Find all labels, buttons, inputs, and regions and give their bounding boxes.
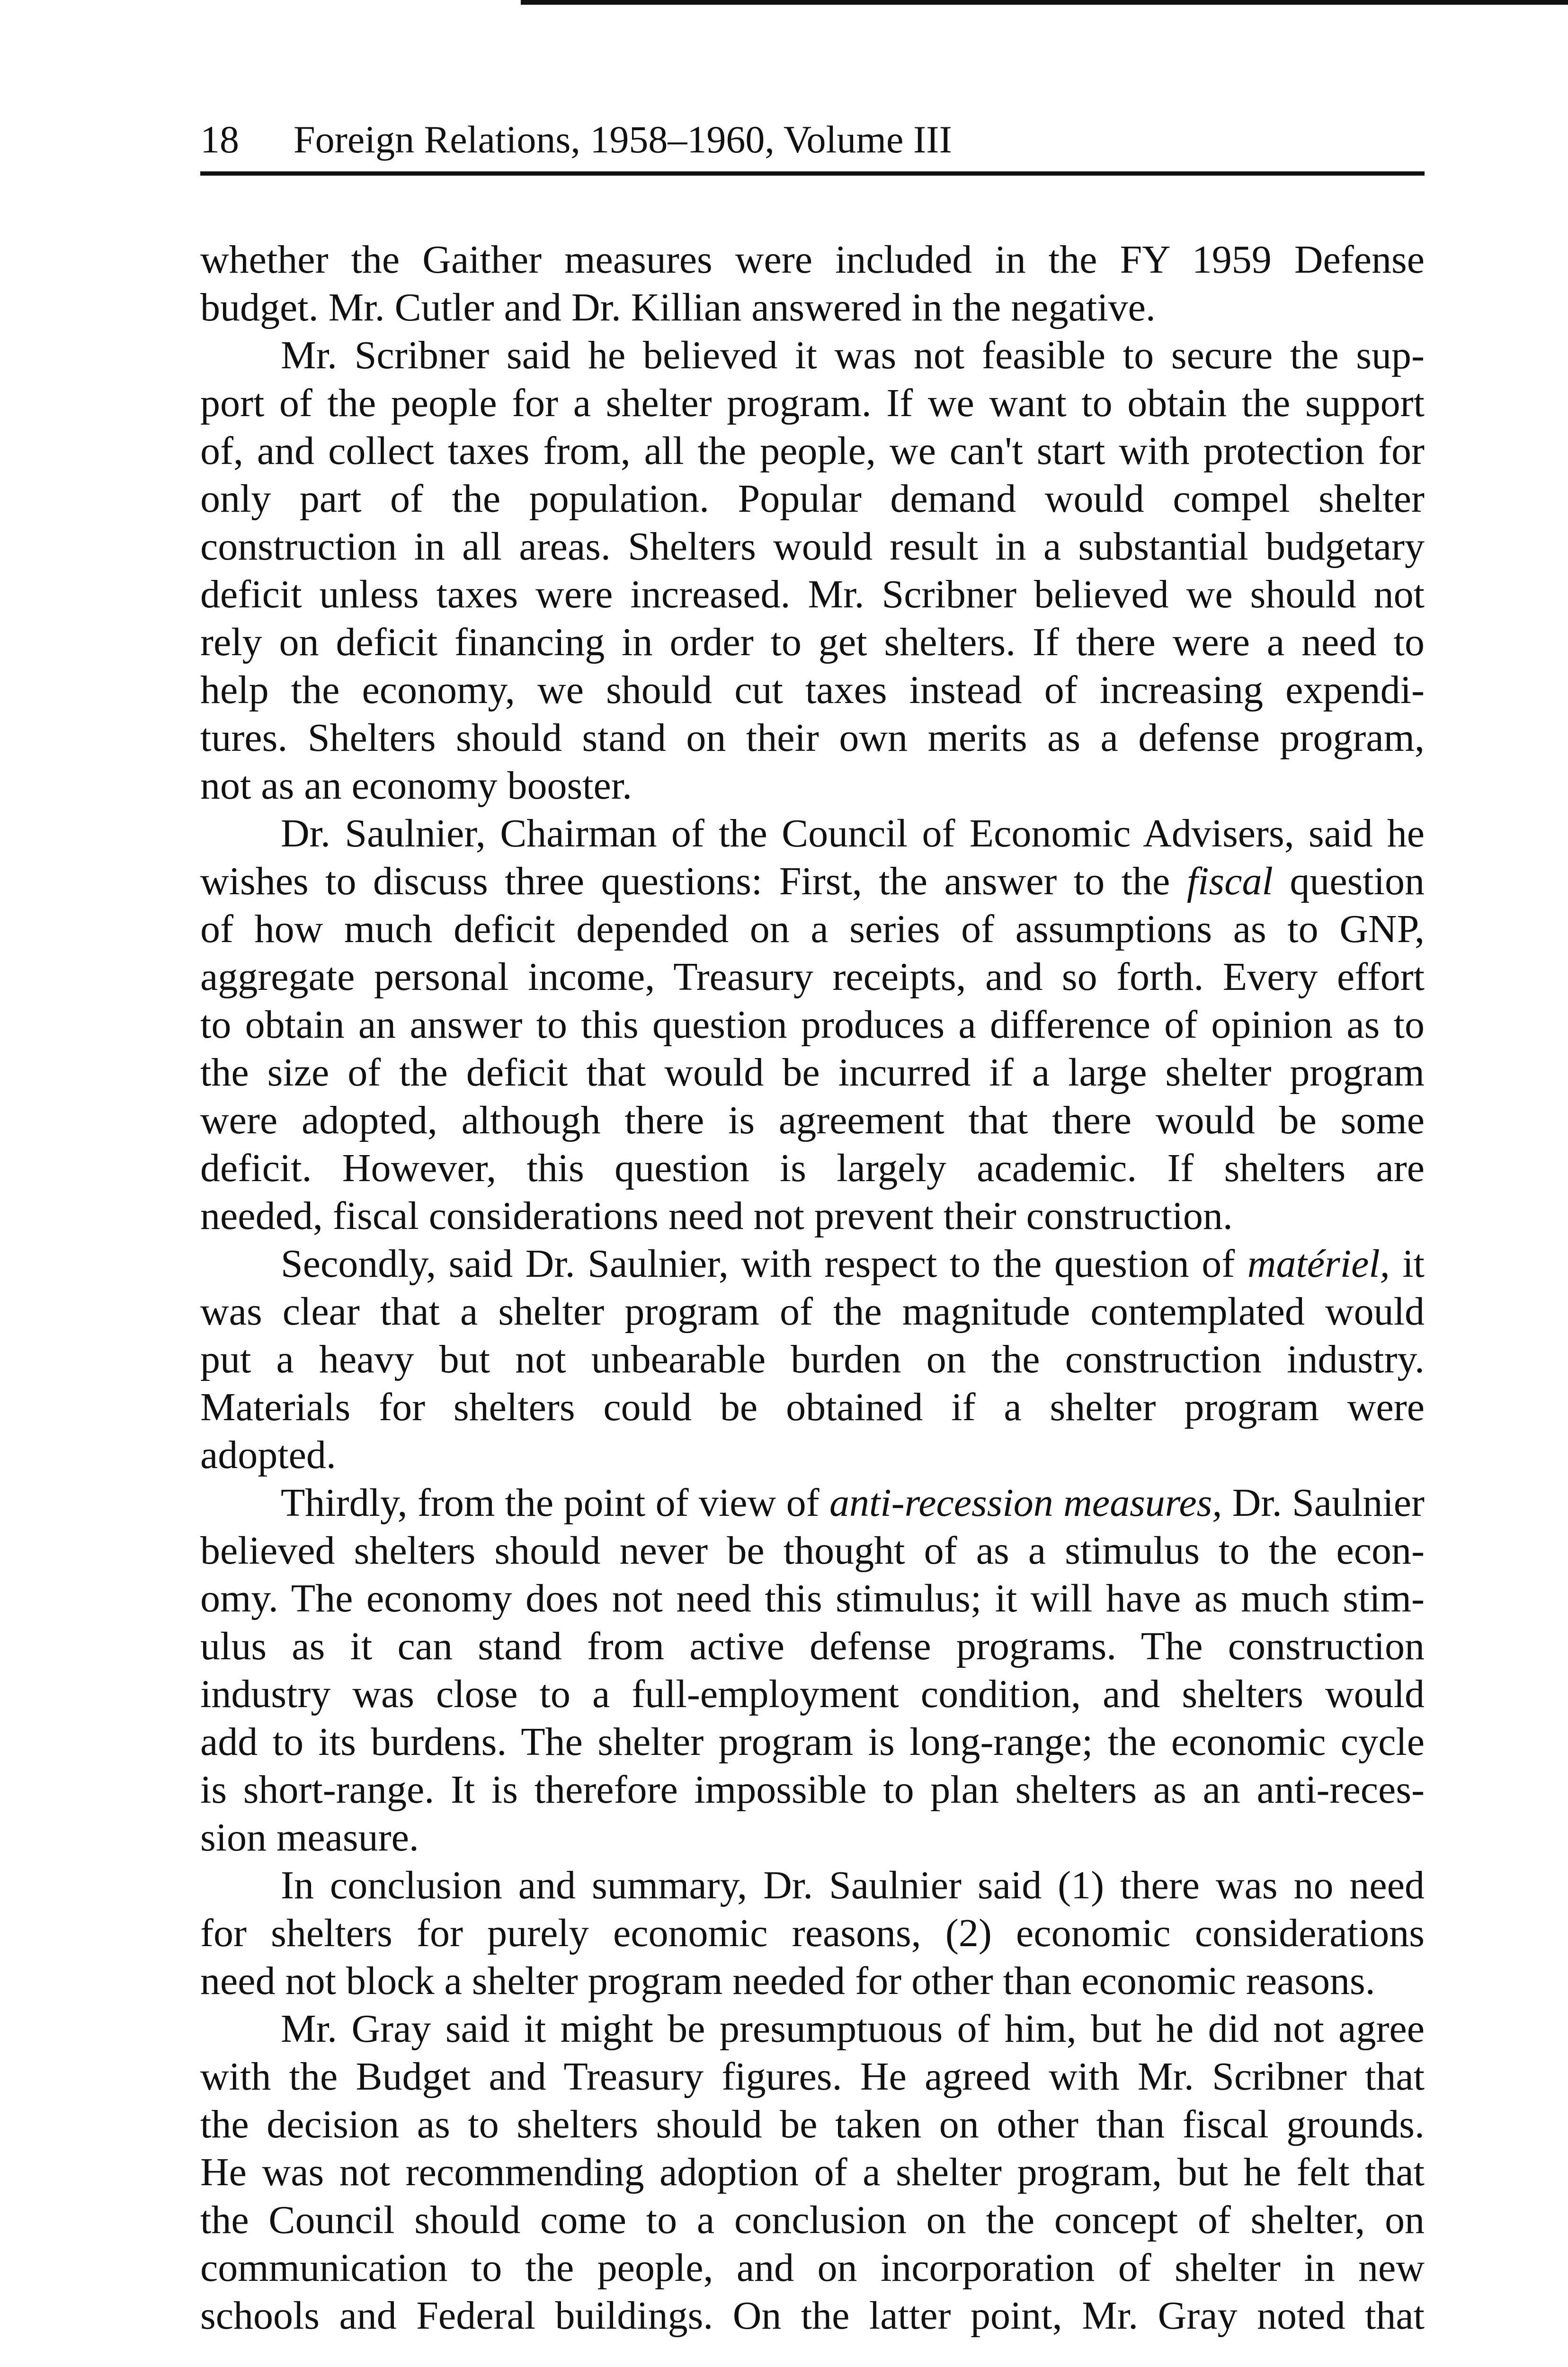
text-segment: Dr. Saulnier xyxy=(1222,1481,1425,1525)
text-line xyxy=(200,570,1425,618)
text-segment: He was not recommending adoption of a shelter program, but he felt that xyxy=(200,2150,1425,2194)
text-line xyxy=(200,284,1425,331)
text-segment: In conclusion and summary, Dr. Saulnier said (1) there was no need xyxy=(281,1863,1425,1907)
text-segment: add to its burdens. The shelter program is long-range; the economic cycle xyxy=(200,1720,1425,1764)
text-segment: port of the people for a shelter program. If we want to obtain the support xyxy=(200,381,1425,425)
text-segment: not as an economy booster. xyxy=(200,764,633,808)
italic-text: matériel, xyxy=(1247,1242,1390,1286)
text-line xyxy=(200,1575,1425,1622)
text-line xyxy=(200,666,1425,714)
text-segment: the size of the deficit that would be incurred if a large shelter program xyxy=(200,1050,1425,1095)
text-segment: wishes to discuss three questions: First, the answer to the xyxy=(200,859,1187,903)
text-line xyxy=(200,1622,1425,1670)
text-line xyxy=(200,475,1425,523)
text-segment: put a heavy but not unbearable burden on the construction industry. xyxy=(200,1337,1425,1381)
text-segment: schools and Federal buildings. On the latter point, Mr. Gray noted that xyxy=(200,2294,1425,2338)
text-segment: were adopted, although there is agreement that there would be some xyxy=(200,1098,1425,1142)
text-segment: industry was close to a full-employment condition, and shelters would xyxy=(200,1672,1425,1716)
text-line xyxy=(200,1049,1425,1096)
text-segment: Materials for shelters could be obtained if a shelter program were xyxy=(200,1385,1425,1429)
text-segment: help the economy, we should cut taxes instead of increasing expendi- xyxy=(200,668,1425,712)
text-line xyxy=(200,1192,1425,1240)
running-header xyxy=(200,116,952,163)
text-line xyxy=(200,857,1425,905)
text-segment: rely on deficit financing in order to get shelters. If there were a need to xyxy=(200,620,1425,664)
text-line xyxy=(200,1288,1425,1335)
page-top-rule xyxy=(521,0,1568,5)
paragraph xyxy=(200,331,1425,810)
paragraph xyxy=(200,1240,1425,1479)
text-line xyxy=(200,2005,1425,2053)
text-line xyxy=(200,1431,1425,1479)
text-line xyxy=(200,1383,1425,1431)
text-segment: Secondly, said Dr. Saulnier, with respect to the question of xyxy=(281,1242,1247,1286)
text-line xyxy=(200,2196,1425,2244)
text-segment: only part of the population. Popular demand would compel shelter xyxy=(200,477,1425,521)
text-segment: communication to the people, and on incorporation of shelter in new xyxy=(200,2246,1425,2290)
paragraph xyxy=(200,810,1425,1240)
text-segment: construction in all areas. Shelters would result in a substantial budgetary xyxy=(200,525,1425,569)
text-line xyxy=(200,2053,1425,2100)
text-line xyxy=(200,1670,1425,1718)
text-line xyxy=(200,2244,1425,2292)
text-line xyxy=(200,1718,1425,1766)
text-segment: tures. Shelters should stand on their own merits as a defense program, xyxy=(200,716,1425,760)
text-line xyxy=(200,905,1425,953)
text-segment: the Council should come to a conclusion on the concept of shelter, on xyxy=(200,2198,1425,2242)
text-line xyxy=(200,427,1425,475)
text-segment: was clear that a shelter program of the magnitude contemplated would xyxy=(200,1290,1425,1334)
text-segment: Mr. Scribner said he believed it was not feasible to secure the sup- xyxy=(281,333,1425,377)
text-line xyxy=(200,1814,1425,1861)
text-segment: believed shelters should never be thought of as a stimulus to the econ- xyxy=(200,1529,1425,1573)
text-segment: question xyxy=(1273,859,1425,903)
running-title: Foreign Relations, 1958–1960, Volume III xyxy=(294,118,952,161)
text-line xyxy=(200,331,1425,379)
text-segment: Dr. Saulnier, Chairman of the Council of Economic Advisers, said he xyxy=(281,811,1425,855)
paragraph xyxy=(200,1479,1425,1861)
text-line xyxy=(200,1144,1425,1192)
text-segment: adopted. xyxy=(200,1433,336,1477)
text-line xyxy=(200,1957,1425,2005)
text-line xyxy=(200,1335,1425,1383)
text-segment: whether the Gaither measures were included in the FY 1959 Defense xyxy=(200,238,1425,282)
header-rule xyxy=(200,171,1425,176)
text-line xyxy=(200,1096,1425,1144)
text-segment: budget. Mr. Cutler and Dr. Killian answered in the negative. xyxy=(200,285,1156,329)
text-segment: ulus as it can stand from active defense programs. The construction xyxy=(200,1624,1425,1668)
text-segment: of how much deficit depended on a series of assumptions as to GNP, xyxy=(200,907,1425,951)
text-line xyxy=(200,618,1425,666)
text-line xyxy=(200,2292,1425,2340)
text-line xyxy=(200,714,1425,762)
page-number: 18 xyxy=(200,118,239,161)
text-line xyxy=(200,523,1425,570)
text-segment: the decision as to shelters should be taken on other than fiscal grounds. xyxy=(200,2102,1425,2146)
text-line xyxy=(200,1766,1425,1814)
text-segment: with the Budget and Treasury figures. He agreed with Mr. Scribner that xyxy=(200,2055,1425,2099)
text-segment: it xyxy=(1390,1242,1425,1286)
text-segment: Mr. Gray said it might be presumptuous of him, but he did not agree xyxy=(281,2007,1425,2051)
text-line xyxy=(200,2148,1425,2196)
text-segment: sion measure. xyxy=(200,1815,419,1860)
text-line xyxy=(200,1479,1425,1527)
text-line xyxy=(200,2100,1425,2148)
text-line xyxy=(200,379,1425,427)
italic-text: anti-recession measures, xyxy=(829,1481,1222,1525)
text-line xyxy=(200,1240,1425,1288)
text-line xyxy=(200,1861,1425,1909)
paragraph xyxy=(200,236,1425,331)
text-segment: is short-range. It is therefore impossible to plan shelters as an anti-reces- xyxy=(200,1768,1425,1812)
text-segment: Thirdly, from the point of view of xyxy=(281,1481,829,1525)
text-line xyxy=(200,762,1425,810)
text-segment: deficit unless taxes were increased. Mr. Scribner believed we should not xyxy=(200,572,1425,616)
paragraph xyxy=(200,2005,1425,2340)
text-line xyxy=(200,1909,1425,1957)
text-line xyxy=(200,953,1425,1001)
text-segment: for shelters for purely economic reasons, (2) economic considerations xyxy=(200,1911,1425,1955)
text-line xyxy=(200,1001,1425,1049)
text-segment: omy. The economy does not need this stimulus; it will have as much stim- xyxy=(200,1576,1425,1620)
paragraph xyxy=(200,1861,1425,2005)
body-text xyxy=(200,0,1425,2340)
text-segment: deficit. However, this question is largely academic. If shelters are xyxy=(200,1146,1425,1190)
text-line xyxy=(200,1527,1425,1575)
text-segment: of, and collect taxes from, all the people, we can't start with protection for xyxy=(200,429,1425,473)
text-segment: aggregate personal income, Treasury receipts, and so forth. Every effort xyxy=(200,955,1425,999)
italic-text: fiscal xyxy=(1186,859,1273,903)
text-segment: to obtain an answer to this question produces a difference of opinion as to xyxy=(200,1003,1425,1047)
text-segment: needed, fiscal considerations need not prevent their construction. xyxy=(200,1194,1233,1238)
text-line xyxy=(200,236,1425,284)
text-line xyxy=(200,810,1425,857)
text-segment: need not block a shelter program needed for other than economic reasons. xyxy=(200,1959,1375,2003)
